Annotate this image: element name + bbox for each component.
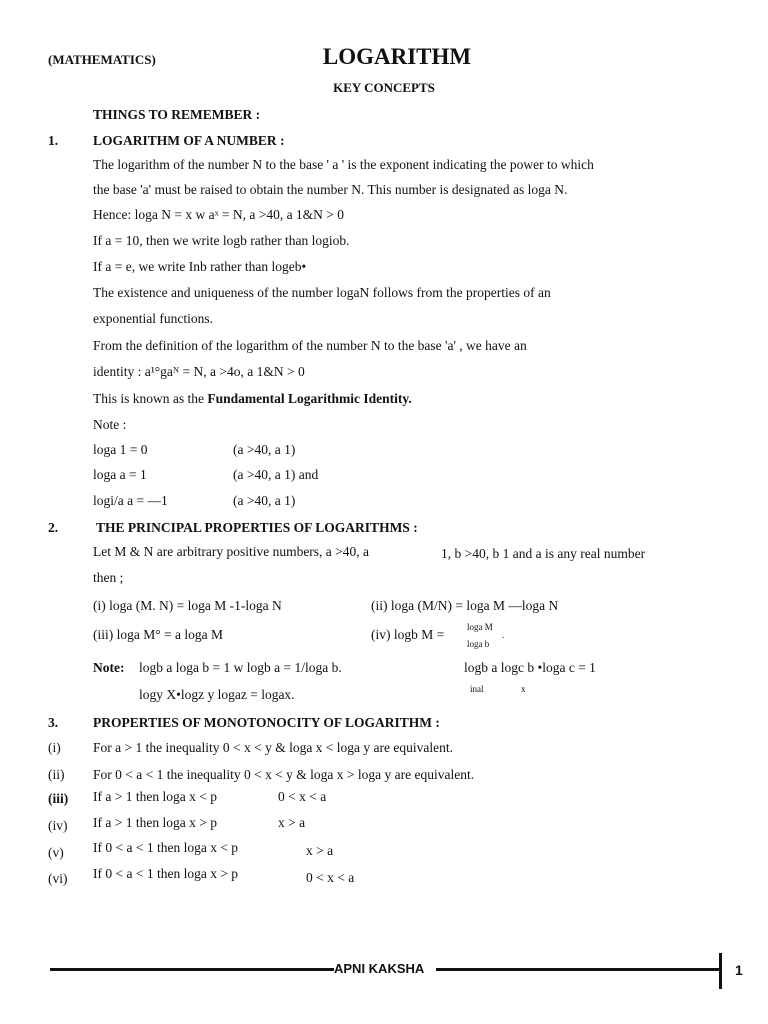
section2-note: logy X•logz y logaz = logax. — [139, 687, 295, 702]
fundamental-identity-line — [93, 391, 412, 407]
subject-label: (MATHEMATICS) — [48, 52, 156, 67]
page-title: LOGARITHM — [322, 44, 472, 69]
section2-heading: THE PRINCIPAL PROPERTIES OF LOGARITHMS : — [96, 520, 418, 535]
things-heading: THINGS TO REMEMBER : — [93, 107, 261, 122]
footer-divider — [719, 953, 722, 989]
property-ii: (ii) loga (M/N) = loga M —loga N — [371, 598, 559, 613]
item-rhs: x > a — [278, 815, 306, 830]
footer-rule-left — [50, 968, 334, 971]
section2-note-fragment: x — [521, 684, 526, 694]
item-rhs: x > a — [306, 843, 334, 858]
property-iii: (iii) loga M° = a loga M — [93, 627, 223, 642]
page-number: 1 — [735, 962, 743, 978]
section1-line: The existence and uniqueness of the number logaN follows from the properties of an — [93, 285, 551, 300]
section1-line: From the definition of the logarithm of the number N to the base 'a' , we have an — [93, 338, 527, 353]
footer-brand: APNI KAKSHA — [334, 961, 425, 976]
property-i: (i) loga (M. N) = loga M -1-loga N — [93, 598, 282, 613]
section2-note: logb a logc b •loga c = 1 — [464, 660, 596, 675]
section2-intro: 1, b >40, b 1 and a is any real number — [441, 546, 646, 561]
note-right: (a >40, a 1) and — [233, 467, 319, 482]
section2-intro: Let M & N are arbitrary positive numbers, a >40, a — [93, 544, 370, 559]
item-rhs: 0 < x < a — [278, 789, 327, 804]
property-iv-denominator: loga b — [467, 639, 490, 649]
fundamental-prefix: This is known as the — [93, 391, 208, 406]
item-text: If a > 1 then loga x > p — [93, 815, 217, 830]
item-number: (v) — [48, 845, 64, 860]
note-label: Note : — [93, 417, 127, 432]
note-right: (a >40, a 1) — [233, 442, 296, 457]
section3-number: 3. — [48, 715, 59, 730]
section2-note: logb a loga b = 1 w logb a = 1/loga b. — [139, 660, 342, 675]
note-left: logi/a a = —1 — [93, 493, 168, 508]
item-number: (ii) — [48, 767, 65, 782]
section2-number: 2. — [48, 520, 59, 535]
note-right: (a >40, a 1) — [233, 493, 296, 508]
item-number: (iii) — [48, 791, 69, 806]
section1-line: exponential functions. — [93, 311, 213, 326]
section1-number: 1. — [48, 133, 59, 148]
page-subtitle: KEY CONCEPTS — [333, 80, 435, 95]
fundamental-bold: Fundamental Logarithmic Identity. — [207, 391, 412, 406]
item-number: (vi) — [48, 871, 68, 886]
note-left: loga a = 1 — [93, 467, 147, 482]
section1-line: If a = e, we write Inb rather than logeb• — [93, 259, 307, 274]
section2-intro: then ; — [93, 570, 124, 585]
footer-rule-right — [436, 968, 721, 971]
item-number: (i) — [48, 740, 61, 755]
property-iv-dot: . — [502, 630, 505, 640]
property-iv: (iv) logb M = — [371, 627, 445, 642]
section1-line: the base 'a' must be raised to obtain the number N. This number is designated as loga N. — [93, 182, 568, 197]
section2-note-fragment: inal — [470, 684, 484, 694]
item-text: For 0 < a < 1 the inequality 0 < x < y & loga x > loga y are equivalent. — [93, 767, 475, 782]
section1-line: identity : a¹°gaᴺ = N, a >4o, a 1&N > 0 — [93, 364, 305, 379]
section1-line: If a = 10, then we write logb rather than logiob. — [93, 233, 350, 248]
section1-heading: LOGARITHM OF A NUMBER : — [93, 133, 285, 148]
section1-line: Hence: loga N = x w aˣ = N, a >40, a 1&N > 0 — [93, 207, 345, 222]
item-rhs: 0 < x < a — [306, 870, 355, 885]
section3-heading: PROPERTIES OF MONOTONOCITY OF LOGARITHM : — [93, 715, 440, 730]
item-text: If a > 1 then loga x < p — [93, 789, 217, 804]
note-left: loga 1 = 0 — [93, 442, 148, 457]
property-iv-numerator: loga M — [467, 622, 493, 632]
item-number: (iv) — [48, 818, 68, 833]
section2-note-label: Note: — [93, 660, 125, 675]
section1-line: The logarithm of the number N to the base ' a ' is the exponent indicating the power to which — [93, 157, 594, 172]
item-text: If 0 < a < 1 then loga x < p — [93, 840, 239, 855]
item-text: If 0 < a < 1 then loga x > p — [93, 866, 239, 881]
item-text: For a > 1 the inequality 0 < x < y & loga x < loga y are equivalent. — [93, 740, 453, 755]
